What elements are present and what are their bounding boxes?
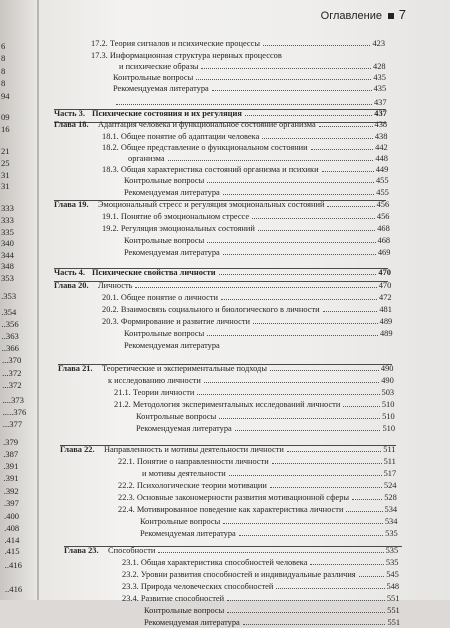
margin-page-number: 25 bbox=[1, 158, 10, 168]
margin-page-number: .414 bbox=[4, 535, 20, 545]
margin-page-number: ...372 bbox=[2, 368, 22, 378]
dot-leader bbox=[270, 369, 379, 371]
toc-entry-title: 23.4. Развитие способностей bbox=[122, 594, 225, 603]
toc-entry[interactable] bbox=[102, 224, 390, 234]
chapter-entry[interactable] bbox=[108, 546, 398, 556]
toc-entry-title: и психические образы bbox=[119, 62, 199, 71]
dot-leader bbox=[287, 450, 381, 452]
part-entry[interactable] bbox=[92, 109, 387, 119]
toc-entry-page: 455 bbox=[376, 188, 389, 197]
toc-entry[interactable] bbox=[113, 73, 386, 83]
toc-entry[interactable] bbox=[140, 529, 398, 539]
toc-entry[interactable] bbox=[122, 570, 399, 580]
toc-entry[interactable] bbox=[124, 329, 393, 339]
dot-leader bbox=[229, 474, 382, 476]
toc-entry-page: 438 bbox=[374, 132, 388, 141]
toc-entry-page: 490 bbox=[380, 364, 394, 373]
dot-leader bbox=[252, 217, 375, 219]
margin-page-number: ....373 bbox=[2, 395, 24, 405]
chapter-label: Глава 23. bbox=[64, 546, 99, 555]
toc-entry-page: 535 bbox=[385, 546, 399, 555]
toc-entry-page: 551 bbox=[387, 618, 401, 627]
margin-page-number: ..416 bbox=[4, 560, 22, 570]
toc-entry-page: 490 bbox=[381, 376, 394, 385]
chapter-entry[interactable] bbox=[102, 364, 393, 374]
margin-page-number: 340 bbox=[1, 238, 14, 248]
toc-entry-title: 19.1. Понятие об эмоциональном стрессе bbox=[102, 212, 250, 221]
toc-entry-title: Рекомендуемая литература bbox=[124, 188, 220, 197]
toc-entry-page: 489 bbox=[379, 329, 393, 338]
dot-leader bbox=[223, 253, 376, 255]
toc-entry-page: 511 bbox=[383, 457, 396, 466]
toc-entry-title: Рекомендуемая литература bbox=[136, 424, 232, 433]
toc-entry-page: 442 bbox=[375, 143, 388, 152]
toc-entry-title: 22.3. Основные закономерности развития мотивационной сферы bbox=[118, 493, 350, 502]
chapter-entry[interactable] bbox=[98, 200, 389, 210]
toc-entry-title: 23.2. Уровни развития способностей и индивидуальные различия bbox=[122, 570, 356, 579]
toc-entry-title: 18.2. Общее представление о функциональном состоянии bbox=[102, 143, 308, 152]
header-title: Оглавление bbox=[320, 10, 382, 22]
toc-entry-title: 21.2. Методология экспериментальных исследований личности bbox=[114, 400, 341, 409]
toc-entry-title: Рекомендуемая литература bbox=[113, 84, 209, 93]
margin-page-number: ...370 bbox=[1, 355, 22, 365]
dot-leader bbox=[219, 417, 380, 419]
margin-page-number: ...377 bbox=[2, 419, 23, 429]
dot-leader bbox=[207, 181, 374, 183]
dot-leader bbox=[116, 103, 372, 105]
chapter-label: Глава 22. bbox=[60, 445, 95, 454]
toc-entry-page: 470 bbox=[378, 268, 391, 277]
margin-page-number: 16 bbox=[1, 124, 10, 134]
dot-leader bbox=[352, 498, 382, 500]
dot-leader bbox=[272, 462, 382, 464]
toc-entry-title: 19.2. Регуляция эмоциональных состояний bbox=[102, 224, 255, 233]
chapter-entry[interactable] bbox=[98, 120, 387, 130]
toc-entry[interactable] bbox=[118, 505, 397, 515]
toc-entry-page: 435 bbox=[373, 73, 386, 82]
margin-page-number: .....376 bbox=[2, 407, 27, 417]
part-label: Часть 4. bbox=[54, 268, 85, 277]
toc-entry-page: 437 bbox=[373, 98, 387, 107]
margin-page-number: 8 bbox=[1, 66, 6, 76]
dot-leader bbox=[270, 486, 382, 488]
toc-entry[interactable] bbox=[144, 618, 400, 628]
margin-page-number: .379 bbox=[3, 437, 19, 447]
toc-entry-page: 534 bbox=[384, 505, 398, 514]
margin-page-number: 348 bbox=[1, 261, 14, 271]
toc-entry[interactable] bbox=[124, 341, 393, 351]
dot-leader bbox=[212, 89, 372, 91]
margin-page-number: .353 bbox=[1, 291, 17, 301]
dot-leader bbox=[262, 137, 373, 139]
toc-entry-title: Рекомендуемая литература bbox=[124, 341, 220, 350]
toc-entry[interactable] bbox=[118, 457, 396, 467]
toc-entry[interactable] bbox=[122, 582, 399, 592]
toc-entry-page: 545 bbox=[386, 570, 399, 579]
toc-entry[interactable] bbox=[144, 606, 400, 616]
toc-entry-title: 17.2. Теория сигналов и психические процессы bbox=[91, 39, 260, 48]
toc-entry-title: 23.1. Общая характеристика способностей человека bbox=[122, 558, 308, 567]
toc-entry-page: 469 bbox=[377, 248, 391, 257]
toc-entry[interactable] bbox=[140, 517, 397, 527]
margin-page-number: 344 bbox=[1, 250, 14, 260]
toc-entry[interactable] bbox=[122, 594, 399, 604]
chapter-label: Глава 21. bbox=[58, 364, 93, 373]
toc-entry-title: Контрольные вопросы bbox=[124, 329, 205, 338]
toc-entry-page: 511 bbox=[383, 445, 396, 454]
toc-entry-page: 481 bbox=[379, 305, 392, 314]
margin-page-number: 09 bbox=[1, 112, 10, 122]
toc-entry-title: Эмоциональный стресс и регуляция эмоциональных состояний bbox=[98, 200, 325, 209]
toc-entry-title: Личность bbox=[98, 281, 133, 290]
toc-entry[interactable] bbox=[136, 424, 395, 434]
toc-entry-page: 535 bbox=[385, 558, 399, 567]
toc-entry[interactable] bbox=[102, 305, 392, 315]
toc-entry-title: 23.3. Природа человеческих способностей bbox=[122, 582, 274, 591]
part-entry[interactable] bbox=[92, 268, 391, 278]
margin-page-number: .387 bbox=[3, 449, 19, 459]
chapter-label: Глава 20. bbox=[54, 281, 89, 290]
margin-page-number: .415 bbox=[4, 546, 20, 556]
toc-entry[interactable] bbox=[124, 236, 390, 246]
margin-page-number: 333 bbox=[1, 203, 14, 213]
toc-entry-title: Контрольные вопросы bbox=[113, 73, 194, 82]
dot-leader bbox=[201, 67, 371, 69]
toc-entry-page: 510 bbox=[382, 412, 395, 421]
toc-entry[interactable] bbox=[108, 376, 394, 386]
toc-entry-page: 551 bbox=[386, 594, 400, 603]
toc-entry[interactable] bbox=[142, 469, 396, 479]
toc-entry-title: Способности bbox=[108, 546, 156, 555]
dot-leader bbox=[158, 551, 383, 553]
toc-entry-title: Психические свойства личности bbox=[92, 268, 216, 277]
toc-entry-title: 18.3. Общая характеристика состояний организма и психики bbox=[102, 165, 319, 174]
toc-entry[interactable] bbox=[102, 293, 392, 303]
dot-leader bbox=[207, 241, 375, 243]
dot-leader bbox=[258, 229, 375, 231]
toc-entry[interactable] bbox=[102, 132, 387, 142]
dot-leader bbox=[223, 522, 383, 524]
dot-leader bbox=[243, 623, 386, 625]
toc-entry[interactable] bbox=[124, 188, 389, 198]
toc-entry-title: Рекомендуемая литература bbox=[140, 529, 236, 538]
toc-entry-title: Контрольные вопросы bbox=[136, 412, 217, 421]
dot-leader bbox=[135, 286, 376, 288]
toc-entry-page: 534 bbox=[384, 517, 398, 526]
toc-entry-page: 423 bbox=[372, 39, 385, 48]
toc-entry-page: 551 bbox=[387, 606, 400, 615]
toc-entry-page: 435 bbox=[373, 84, 387, 93]
toc-entry-title: Теоретические и экспериментальные подходы bbox=[102, 364, 267, 373]
toc-entry-page: 456 bbox=[376, 200, 390, 209]
toc-entry[interactable] bbox=[102, 165, 388, 175]
chapter-entry[interactable] bbox=[98, 281, 391, 291]
dot-leader bbox=[227, 599, 385, 601]
margin-page-number: .397 bbox=[3, 498, 19, 508]
toc-entry-page: 437 bbox=[374, 109, 387, 118]
dot-leader bbox=[196, 78, 371, 80]
toc-entry-page: 455 bbox=[375, 176, 389, 185]
dot-leader bbox=[221, 298, 377, 300]
toc-entry-title: 22.2. Психологические теории мотивации bbox=[118, 481, 267, 490]
dot-leader bbox=[235, 429, 381, 431]
toc-entry-title: Рекомендуемая литература bbox=[144, 618, 240, 627]
toc-entry-title: Контрольные вопросы bbox=[124, 176, 205, 185]
margin-page-number: 6 bbox=[1, 41, 6, 51]
toc-entry-page: 448 bbox=[375, 154, 388, 163]
margin-page-number: ..356 bbox=[1, 319, 19, 329]
toc-entry[interactable] bbox=[114, 388, 394, 398]
dot-leader bbox=[310, 563, 383, 565]
margin-page-number: ..366 bbox=[1, 343, 19, 353]
toc-entry[interactable] bbox=[119, 62, 386, 72]
dot-leader bbox=[359, 575, 385, 577]
dot-leader bbox=[322, 170, 374, 172]
margin-page-number: ..416 bbox=[5, 584, 23, 594]
toc-entry-page: 468 bbox=[377, 236, 391, 245]
chapter-label: Глава 18. bbox=[54, 120, 89, 129]
margin-page-number: 31 bbox=[1, 181, 10, 191]
toc-entry-page: 456 bbox=[376, 212, 390, 221]
dot-leader bbox=[223, 193, 375, 195]
margin-page-number: 21 bbox=[1, 146, 10, 156]
dot-leader bbox=[168, 159, 374, 161]
dot-leader bbox=[219, 273, 377, 275]
toc-entry-title: 22.1. Понятие о направленности личности bbox=[118, 457, 269, 466]
toc-entry[interactable] bbox=[118, 493, 397, 503]
margin-page-number: .391 bbox=[3, 461, 19, 471]
toc-entry-title: 18.1. Общее понятие об адаптации человека bbox=[102, 132, 260, 141]
toc-entry-title: Контрольные вопросы bbox=[140, 517, 221, 526]
toc-entry[interactable] bbox=[114, 400, 394, 410]
margin-page-number: 8 bbox=[1, 53, 6, 63]
toc-entry-page: 510 bbox=[381, 400, 395, 409]
dot-leader bbox=[227, 611, 385, 613]
toc-entry-page: 517 bbox=[383, 469, 397, 478]
margin-page-number: .392 bbox=[3, 486, 19, 496]
dot-leader bbox=[276, 587, 384, 589]
chapter-label: Глава 19. bbox=[54, 200, 89, 209]
toc-entry[interactable] bbox=[113, 84, 386, 94]
chapter-entry[interactable] bbox=[104, 445, 396, 455]
dot-leader bbox=[239, 534, 383, 536]
dot-leader bbox=[319, 125, 373, 127]
toc-entry[interactable] bbox=[113, 98, 387, 108]
dot-leader bbox=[253, 322, 378, 324]
toc-entry-title: Рекомендуемая литература bbox=[124, 248, 220, 257]
toc-entry-page: 428 bbox=[373, 62, 386, 71]
toc-entry[interactable] bbox=[102, 212, 389, 222]
margin-page-number: 333 bbox=[1, 215, 14, 225]
toc-entry-page: 510 bbox=[382, 424, 395, 433]
toc-entry[interactable] bbox=[136, 412, 395, 422]
toc-entry[interactable] bbox=[124, 248, 390, 258]
dot-leader bbox=[311, 148, 373, 150]
toc-entry-page: 524 bbox=[383, 481, 397, 490]
toc-entry-page: 528 bbox=[384, 493, 397, 502]
toc-entry-title: и мотивы деятельности bbox=[142, 469, 226, 478]
toc-entry-title: 20.2. Взаимосвязь социального и биологического в личности bbox=[102, 305, 320, 314]
margin-page-number: 31 bbox=[1, 170, 10, 180]
toc-entry-title: 21.1. Теории личности bbox=[114, 388, 195, 397]
dot-leader bbox=[263, 44, 370, 46]
margin-page-number: .391 bbox=[3, 473, 19, 483]
toc-entry-title: Направленность и мотивы деятельности личности bbox=[104, 445, 284, 454]
toc-entry[interactable] bbox=[128, 154, 388, 164]
toc-entry[interactable] bbox=[91, 51, 385, 61]
margin-page-number: .408 bbox=[4, 523, 20, 533]
margin-page-number: 353 bbox=[1, 273, 14, 283]
dot-leader bbox=[207, 334, 378, 336]
margin-page-number: .354 bbox=[1, 307, 17, 317]
margin-page-number: 94 bbox=[1, 91, 10, 101]
margin-page-number: 335 bbox=[1, 227, 14, 237]
toc-entry-page: 503 bbox=[381, 388, 395, 397]
dot-leader bbox=[323, 310, 378, 312]
margin-page-number: ...372 bbox=[2, 380, 22, 390]
dot-leader bbox=[346, 510, 382, 512]
toc-entry[interactable] bbox=[102, 143, 388, 153]
toc-entry-title: Контрольные вопросы bbox=[144, 606, 225, 615]
toc-entry-page: 535 bbox=[385, 529, 398, 538]
toc-entry-title: 22.4. Мотивированное поведение как характеристика личности bbox=[118, 505, 344, 514]
margin-page-number: 8 bbox=[1, 78, 6, 88]
part-label: Часть 3. bbox=[54, 109, 85, 118]
toc-entry[interactable] bbox=[124, 176, 389, 186]
toc-entry-page: 470 bbox=[378, 281, 392, 290]
dot-leader bbox=[197, 393, 379, 395]
toc-entry-page: 548 bbox=[386, 582, 400, 591]
toc-entry-title: 20.3. Формирование и развитие личности bbox=[102, 317, 250, 326]
dot-leader bbox=[245, 114, 372, 116]
toc-entry-title: 20.1. Общее понятие о личности bbox=[102, 293, 218, 302]
toc-entry-page: 489 bbox=[379, 317, 393, 326]
toc-entry-title: к исследованию личности bbox=[108, 376, 201, 385]
toc-entry[interactable] bbox=[102, 317, 392, 327]
dot-leader bbox=[343, 405, 380, 407]
toc-entry-title: организма bbox=[128, 154, 165, 163]
toc-entry-title: 17.3. Информационная структура нервных процессов bbox=[91, 51, 282, 60]
page-number: 7 bbox=[398, 7, 406, 22]
toc-entry[interactable] bbox=[91, 39, 385, 49]
toc-entry-page: 438 bbox=[374, 120, 388, 129]
toc-entry[interactable] bbox=[122, 558, 398, 568]
dot-leader bbox=[204, 381, 379, 383]
toc-entry-title: Адаптация человека и функциональное состояние организма bbox=[98, 120, 316, 129]
toc-entry-page: 472 bbox=[379, 293, 392, 302]
toc-entry-title: Контрольные вопросы bbox=[124, 236, 205, 245]
margin-page-number: .400 bbox=[4, 511, 20, 521]
margin-page-number: ..363 bbox=[1, 331, 19, 341]
toc-entry-title: Психические состояния и их регуляция bbox=[92, 109, 242, 118]
toc-entry[interactable] bbox=[118, 481, 396, 491]
dot-leader bbox=[327, 205, 374, 207]
toc-entry-page: 449 bbox=[375, 165, 389, 174]
toc-entry-page: 468 bbox=[377, 224, 390, 233]
